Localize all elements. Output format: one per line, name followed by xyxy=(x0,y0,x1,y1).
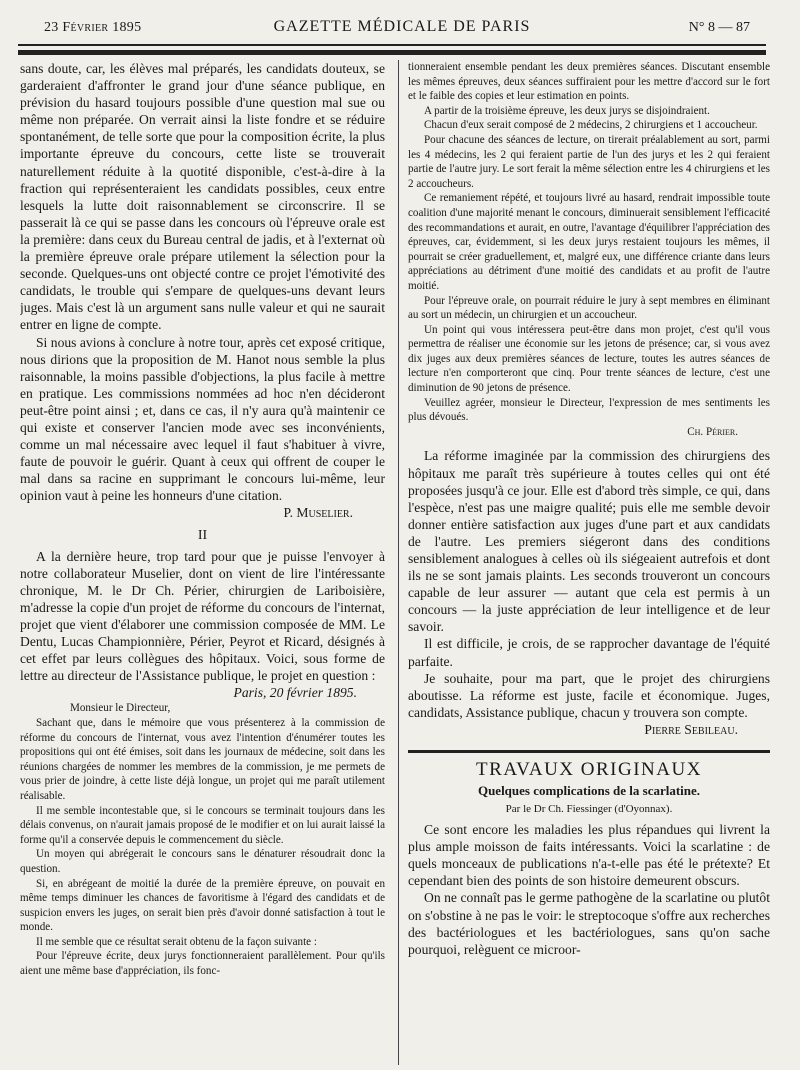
letter-salutation: Monsieur le Directeur, xyxy=(70,702,171,715)
paragraph: A partir de la troisième épreuve, les deux jurys se disjoindraient. xyxy=(424,104,710,117)
section-number: II xyxy=(197,527,208,543)
paragraph: Pour chacune des séances de lecture, on tirerait préalablement au sort, parmi les 4 médecins, les 2 qui feraient partie de l'un des jurys et les 2 qui feraient partie de l'autre jury. Le sort ferait la même sélection entre les 4 chirurgiens et les 2 accoucheurs. xyxy=(408,133,770,190)
article-byline: Par le Dr Ch. Fiessinger (d'Oyonnax). xyxy=(505,803,673,816)
paragraph: Sachant que, dans le mémoire que vous présenterez à la commission de réforme du concours de l'internat, vous avez l'intention d'énumérer toutes les propositions qui ont été émises, soit dans les journaux de médecine, soit dans les réunions chargées de nommer les membres de la commission, je me permets de vous prier de joindre, à cette liste déjà longue, un projet qui me paraît utilement réalisable. xyxy=(20,716,385,802)
paragraph: Pour l'épreuve écrite, deux jurys fonctionneraient parallèlement. Pour qu'ils aient une même base d'appréciation, ils fonc- xyxy=(20,950,385,978)
paragraph: Il me semble que ce résultat serait obtenu de la façon suivante : xyxy=(36,935,317,948)
paragraph: Il me semble incontestable que, si le concours se terminait toujours dans les délais convenus, on n'aurait jamais proposé de le modifier et on lui aurait laissé la forme qu'il a conservée depuis le commencement du siècle. xyxy=(20,804,385,846)
paragraph: Je souhaite, pour ma part, que le projet des chirurgiens aboutisse. La réforme est juste, facile et économique. Juges, candidats, Assistance publique, chacun y trouvera son compte. xyxy=(408,670,770,720)
column-separator xyxy=(398,60,399,1065)
paragraph: Veuillez agréer, monsieur le Directeur, l'expression de mes sentiments les plus dévoués. xyxy=(408,396,770,424)
paragraph: La réforme imaginée par la commission des chirurgiens des hôpitaux me paraît très supérieure à toutes celles qui ont été proposées jusqu'à ce jour. Elle est d'abord très simple, ce qui, dans l'espèce, n'est pas une maigre qualité; puis elle me semble devoir donner entière satisfaction aux juges d'une part et aux candidats de l'autre. Les premiers siégeront dans des conditions sensiblement analogues à celles où ils siégeaient autrefois et dont ils ne se sont jamais plaints. Les seconds trouveront un concours capable de leur assurer — autant que cela est permis à un concours — la juste appréciation de leur intelligence et de leur savoir. xyxy=(408,448,770,635)
section-rule xyxy=(408,750,770,753)
paragraph: Si, en abrégeant de moitié la durée de la première épreuve, on pouvait en même temps diminuer les chances de favoritisme à l'égard des candidats et de suspicion envers les juges, on serait bien près d'avoir donné satisfaction à tout le monde. xyxy=(20,877,385,934)
right-column xyxy=(408,60,770,1065)
signature-sebileau: Pierre Sebileau. xyxy=(644,721,738,737)
letter-dateline: Paris, 20 février 1895. xyxy=(233,685,357,701)
header-date: 23 Février 1895 xyxy=(44,20,142,35)
page-header xyxy=(44,18,760,40)
header-rule-thin xyxy=(18,44,766,46)
paragraph: Il est difficile, je crois, de se rapprocher davantage de l'équité parfaite. xyxy=(408,636,770,669)
article-title: Quelques complications de la scarlatine. xyxy=(477,783,701,799)
paragraph: A la dernière heure, trop tard pour que je puisse l'envoyer à notre collaborateur Muselier, dont on vient de lire l'intéressante chronique, M. le Dr Ch. Périer, chirurgien de Lariboisière, m'adresse la copie d'un projet de réforme du concours de l'internat, projet que vient d'élaborer une commission composée de MM. Le Dentu, Lucas Championnière, Périer, Peyrot et Ricard, désignés à cet effet par leurs collègues des hôpitaux. Voici, sous forme de lettre au directeur de l'Assistance publique, le projet en question : xyxy=(20,548,385,684)
paragraph: On ne connaît pas le germe pathogène de la scarlatine ou plutôt on s'obstine à ne pas le voir: le streptocoque s'offre aux recherches des bactériologues et les bactériologues, sans qu'on sache pourquoi, relèguent ce microor- xyxy=(408,890,770,957)
paragraph: sans doute, car, les élèves mal préparés, les candidats douteux, se garderaient d'affronter le grand jour d'une séance publique, en prévision du hasard toujours possible d'une question mal sue ou même non préparée. On verrait ainsi la liste fondre et se réduire spontanément, de telle sorte que pour la composition écrite, la plus importante épreuve du concours, cette liste se trouverait naturellement réduite à la quotité disponible, c'est-à-dire à la fraction qui représenteraient les candidats possibles, ceux entre lesquels la lutte doit raisonnablement se circonscrire. Il se passerait là ce qui se passe dans les concours où l'épreuve orale est la première: dans ceux du Bureau central de jadis, et à l'externat où la première épreuve orale prépare utilement la sélection pour la seconde. Quelques-uns ont objecté contre ce projet l'émotivité des candidats, le trouble qui s'empare de quelques-uns devant leurs juges. Mais c'est là un argument sans nulle valeur et qui ne saurait entrer en ligne de compte. xyxy=(20,61,385,333)
section-title: TRAVAUX ORIGINAUX xyxy=(476,759,702,781)
header-rule-thick xyxy=(18,50,766,55)
journal-title: GAZETTE MÉDICALE DE PARIS xyxy=(273,18,531,35)
paragraph: Ce remaniement répété, et toujours livré au hasard, rendrait impossible toute coalition d'une majorité menant le concours, diminuerait sensiblement l'efficacité des recommandations et aurait, en outre, l'avantage d'équilibrer l'appréciation des épreuves, car, évidemment, si les deux jurys restaient toujours les mêmes, il pourrait se créer graduellement, et, malgré eux, une différence criante dans leurs appréciations au détriment d'une moitié des candidats et au profit de l'autre moitié. xyxy=(408,192,770,292)
paragraph: Ce sont encore les maladies les plus répandues qui livrent la plus ample moisson de faits intéressants. Voici la scarlatine : de quels monceaux de publications n'a-t-elle pas été le prétexte? Et cependant bien des points de son histoire demeurent obscurs. xyxy=(408,822,770,889)
spacer xyxy=(408,439,770,447)
paragraph: Un moyen qui abrégerait le concours sans le dénaturer résoudrait donc la question. xyxy=(20,848,385,875)
paragraph: Pour l'épreuve orale, on pourrait réduire le jury à sept membres en éliminant au sort un médecin, un chirurgien et un accoucheur. xyxy=(408,294,770,322)
paragraph: Chacun d'eux serait composé de 2 médecins, 2 chirurgiens et 1 accoucheur. xyxy=(424,119,758,132)
signature-muselier: P. Muselier. xyxy=(283,505,353,521)
paragraph: Si nous avions à conclure à notre tour, après cet exposé critique, nous dirions que la proposition de M. Hanot nous semble la plus raisonnable, la moins passible d'objections, la plus facile à mettre en pratique. Les commissions nommées ad hoc n'en décideront peut-être point ainsi ; et, dans ce cas, il n'y aura qu'à maintenir ce qui existe et conserver l'ancien mode avec ses inconvénients, comme un mal nécessaire avec lequel il faut s'habituer à vivre, faute de pouvoir le guérir. Quant à ceux qui offrent de couper le mal dans sa racine en supprimant le concours lui-même, leur opinion vaut à peine les honneurs d'une citation. xyxy=(20,334,385,504)
paragraph: tionneraient ensemble pendant les deux premières séances. Discutant ensemble les mêmes épreuves, deux séances suffiraient pour les mettre d'accord sur le fort et le faible des copies et leur estimation en points. xyxy=(408,61,770,103)
page-number: N° 8 — 87 xyxy=(688,20,750,35)
paragraph: Un point qui vous intéressera peut-être dans mon projet, c'est qu'il vous permettra de réaliser une économie sur les jetons de présence; car, si vous avez dix juges aux deux premières séances de lecture, toutes les autres séances de lecture n'en comporteront que cinq. Pour trente séances de lecture, c'est une diminution de 90 jetons de présence. xyxy=(408,323,770,395)
signature-perier: Ch. Périer. xyxy=(687,425,738,438)
left-column xyxy=(20,60,385,1065)
